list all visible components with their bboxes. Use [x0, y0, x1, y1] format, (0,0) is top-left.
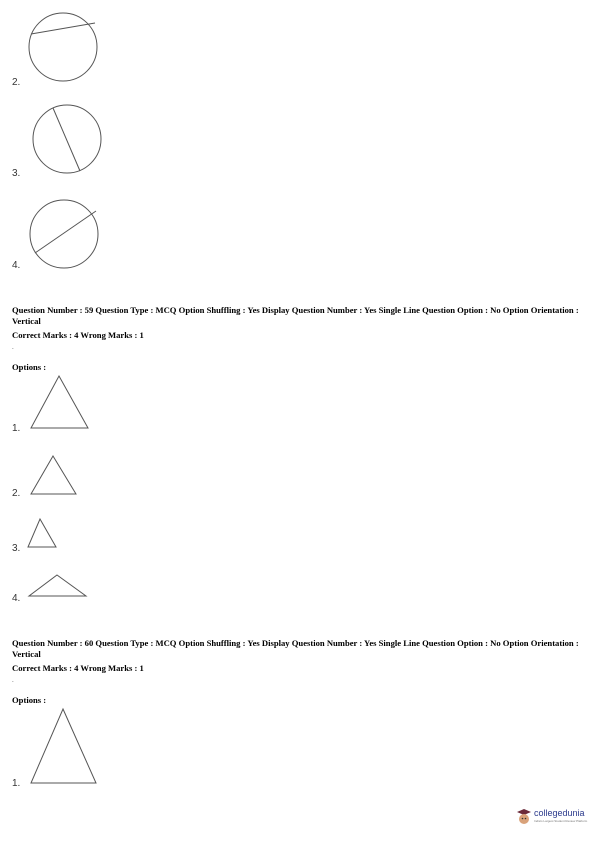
option-number[interactable]: 1.: [12, 778, 21, 789]
question-59-tick: .: [12, 343, 14, 351]
graduation-cap-icon: [516, 808, 532, 826]
logo-tagline: India's Largest Student Review Platform: [534, 819, 588, 823]
question-60-options-label: Options :: [12, 695, 47, 705]
option-number[interactable]: 3.: [12, 543, 21, 554]
option-number[interactable]: 4.: [12, 260, 21, 271]
option-number[interactable]: 4.: [12, 593, 21, 604]
collegedunia-logo: [516, 806, 594, 830]
question-60-marks: Correct Marks : 4 Wrong Marks : 1: [12, 663, 144, 673]
circle-chord-figure-option-2: [28, 10, 98, 84]
option-number[interactable]: 2.: [12, 77, 21, 88]
triangle-figure-option-1: [30, 375, 90, 429]
question-60-info: Question Number : 60 Question Type : MCQ Option Shuffling : Yes Display Question Number : Yes Single Line Question Option : No Option Orientation : Vertical: [12, 638, 579, 659]
circle-chord-figure-option-4: [29, 199, 99, 269]
option-number[interactable]: 1.: [12, 423, 21, 434]
triangle-figure-option-4: [28, 574, 88, 598]
question-59-marks: Correct Marks : 4 Wrong Marks : 1: [12, 330, 144, 340]
logo-name: collegedunia: [534, 808, 585, 818]
triangle-figure-option-3: [27, 518, 57, 548]
circle-chord-figure-option-3: [32, 104, 102, 174]
option-number[interactable]: 2.: [12, 488, 21, 499]
triangle-figure-option-2: [30, 455, 77, 495]
question-59-options-label: Options :: [12, 362, 47, 372]
question-59-info: Question Number : 59 Question Type : MCQ Option Shuffling : Yes Display Question Number : Yes Single Line Question Option : No Option Orientation : Vertical: [12, 305, 579, 326]
triangle-figure-option-1: [30, 708, 97, 784]
option-number[interactable]: 3.: [12, 168, 21, 179]
question-60-tick: .: [12, 676, 14, 684]
